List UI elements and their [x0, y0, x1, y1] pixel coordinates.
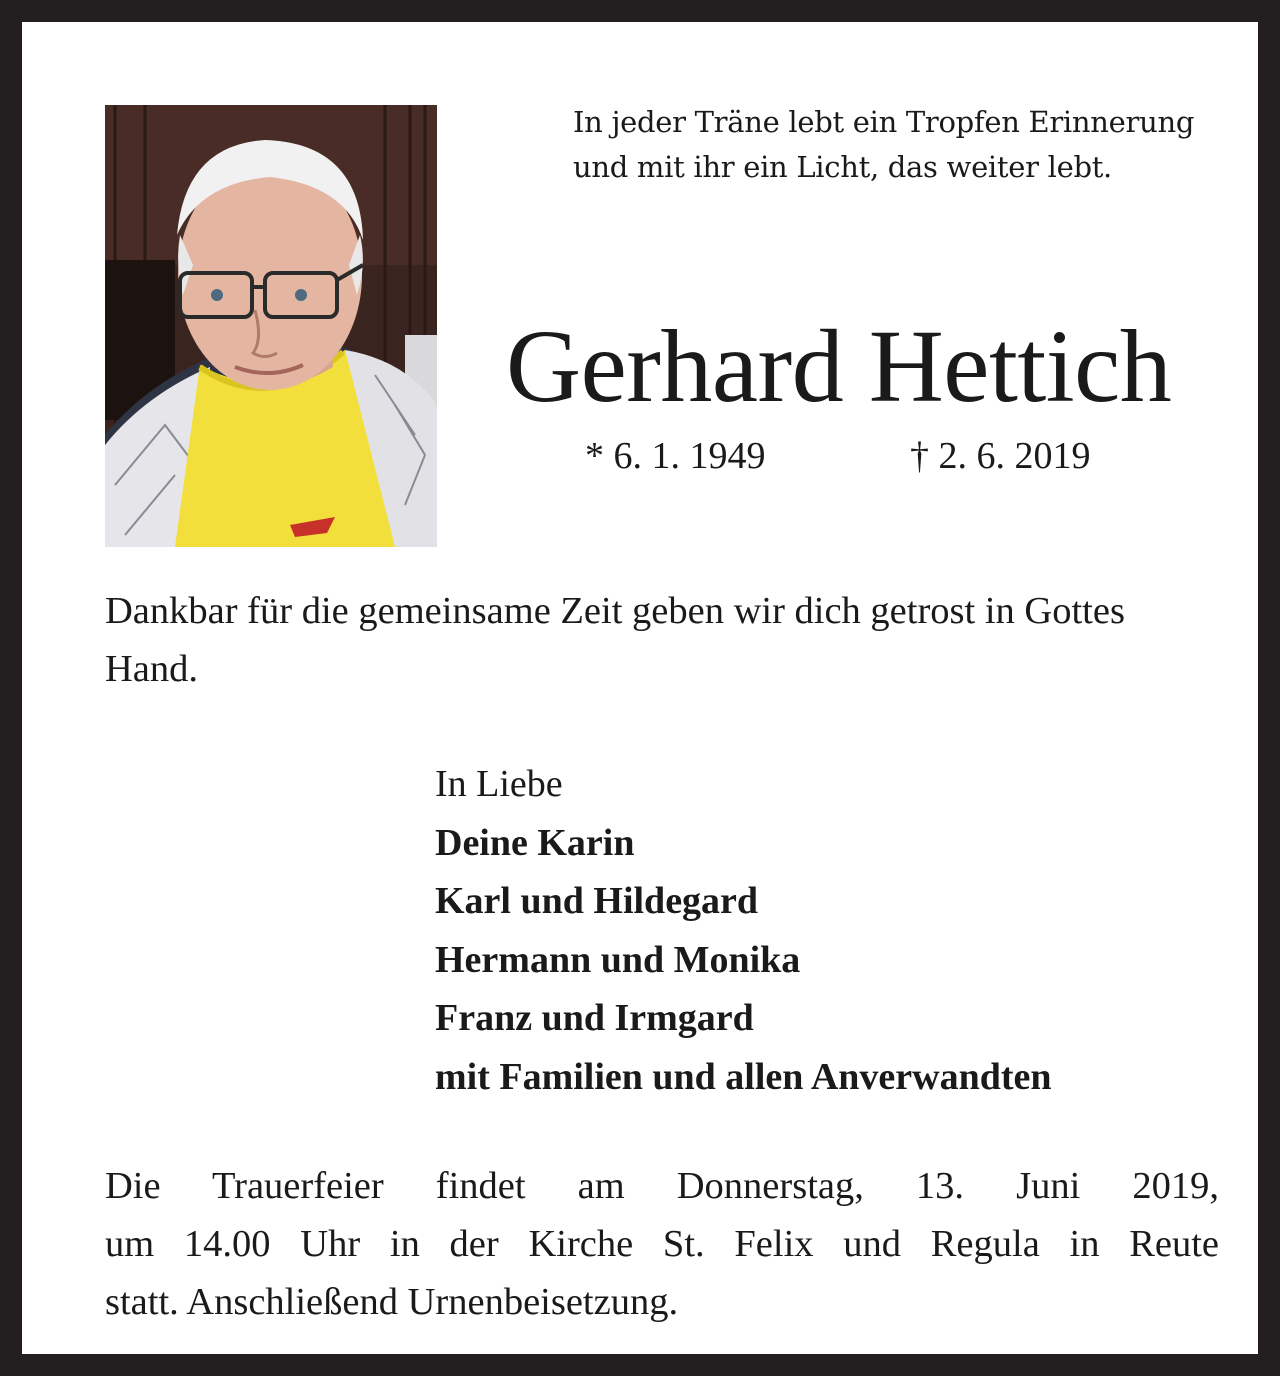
- mourners-block: [435, 755, 1052, 1106]
- birth-date: * 6. 1. 1949: [585, 435, 766, 477]
- mourner-name: mit Familien und allen Anverwandten: [435, 1055, 1052, 1098]
- motto-line-1: In jeder Träne lebt ein Tropfen Erinnerung: [573, 105, 1195, 139]
- mourner-name: Karl und Hildegard: [435, 880, 759, 922]
- service-line-2: um 14.00 Uhr in der Kirche St. Felix und Regula in Reute: [105, 1223, 1219, 1265]
- funeral-service-notice: [105, 1157, 1219, 1331]
- service-line-3: statt. Anschließend Urnenbeisetzung.: [105, 1281, 679, 1323]
- mourner-name: Franz und Irmgard: [435, 997, 754, 1039]
- mourner-name: Deine Karin: [435, 821, 635, 864]
- service-line-1: Die Trauerfeier findet am Donnerstag, 13. Juni 2019,: [105, 1165, 1219, 1207]
- mourner-name: Hermann und Monika: [435, 938, 801, 981]
- thanks-text: Dankbar für die gemeinsame Zeit geben wir dich getrost in Gottes Hand.: [105, 590, 1125, 690]
- death-date: † 2. 6. 2019: [910, 435, 1091, 477]
- portrait-photo: [105, 105, 437, 547]
- motto-line-2: und mit ihr ein Licht, das weiter lebt.: [573, 150, 1112, 184]
- deceased-name: Gerhard Hettich: [506, 309, 1172, 424]
- motto-quote: [573, 100, 1253, 190]
- mourners-intro: In Liebe: [435, 763, 563, 805]
